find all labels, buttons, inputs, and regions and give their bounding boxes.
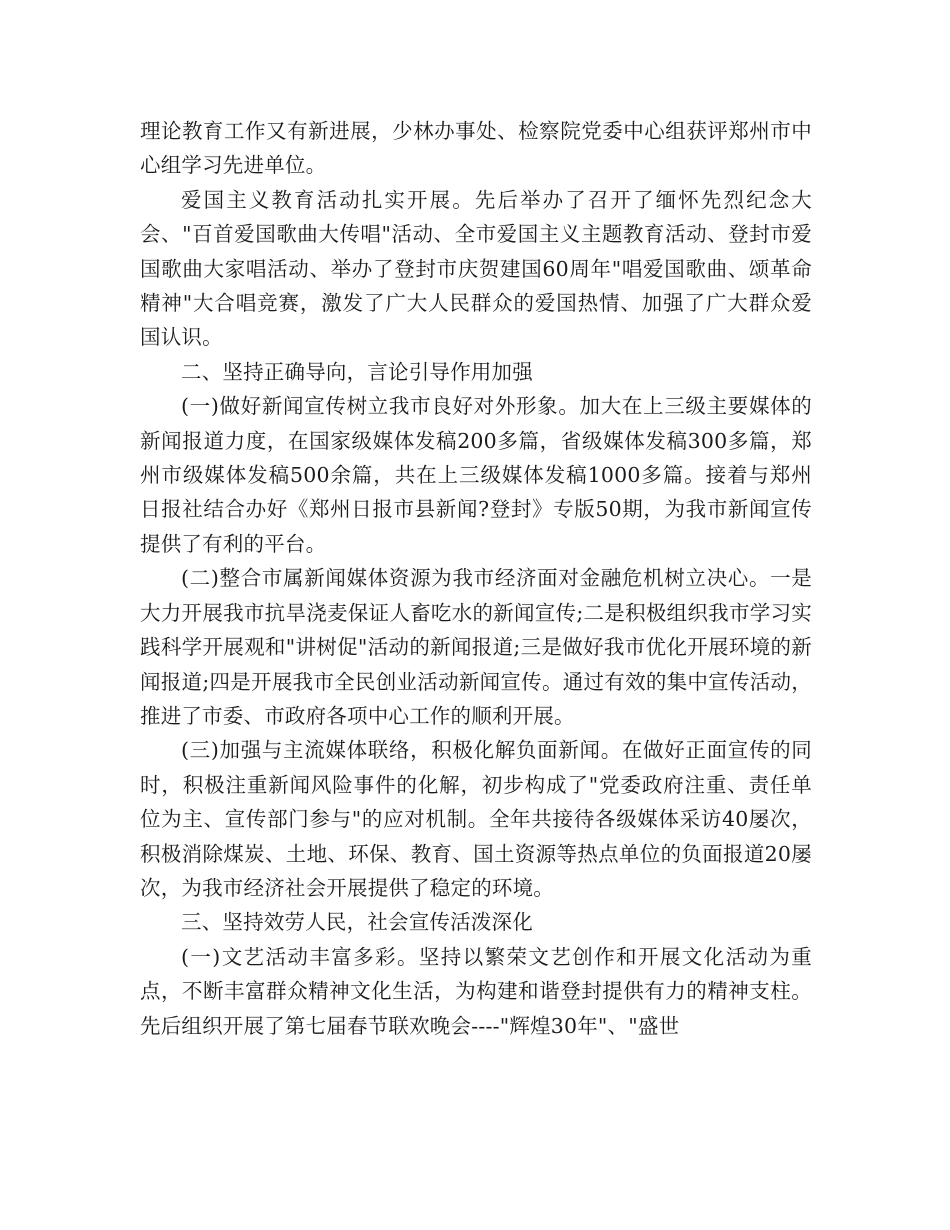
section-heading-guidance: 二、坚持正确导向，言论引导作用加强 [181, 359, 533, 384]
paragraph-patriotic-education: 爱国主义教育活动扎实开展。先后举办了召开了缅怀先烈纪念大会、"百首爱国歌曲大传唱"活动、全市爱国主义主题教育活动、登封市爱国歌曲大家唱活动、举办了登封市庆贺建国60周年"唱爱国歌曲、颂革命精神"大合唱竞赛，激发了广大人民群众的爱国热情、加强了广大群众爱国认识。 [140, 187, 812, 350]
document-body [140, 114, 812, 1043]
paragraph-news-publicity: (一)做好新闻宣传树立我市良好对外形象。加大在上三级主要媒体的新闻报道力度，在国家级媒体发稿200多篇，省级媒体发稿300多篇，郑州市级媒体发稿500余篇，共在上三级媒体发稿1000多篇。接着与郑州日报社结合办好《郑州日报市县新闻?登封》专版50期，为我市新闻宣传提供了有利的平台。 [140, 394, 812, 556]
paragraph-cultural-activities: (一)文艺活动丰富多彩。坚持以繁荣文艺创作和开展文化活动为重点，不断丰富群众精神文化生活，为构建和谐登封提供有力的精神支柱。先后组织开展了第七届春节联欢晚会----"辉煌30年"、"盛世 [140, 944, 812, 1038]
paragraph-mainstream-media: (三)加强与主流媒体联络，积极化解负面新闻。在做好正面宣传的同时，积极注重新闻风险事件的化解，初步构成了"党委政府注重、责任单位为主、宣传部门参与"的应对机制。全年共接待各级媒体采访40屡次，积极消除煤炭、土地、环保、教育、国土资源等热点单位的负面报道20屡次，为我市经济社会开展提供了稳定的环境。 [140, 738, 812, 900]
section-heading-serve-people: 三、坚持效劳人民，社会宣传活泼深化 [181, 910, 533, 935]
paragraph-theory-education: 理论教育工作又有新进展，少林办事处、检察院党委中心组获评郑州市中心组学习先进单位。 [140, 119, 812, 178]
paragraph-media-integration: (二)整合市属新闻媒体资源为我市经济面对金融危机树立决心。一是大力开展我市抗旱浇麦保证人畜吃水的新闻宣传;二是积极组织我市学习实践科学开展观和"讲树促"活动的新闻报道;三是做好我市优化开展环境的新闻报道;四是开展我市全民创业活动新闻宣传。通过有效的集中宣传活动，推进了市委、市政府各项中心工作的顺利开展。 [140, 566, 812, 728]
